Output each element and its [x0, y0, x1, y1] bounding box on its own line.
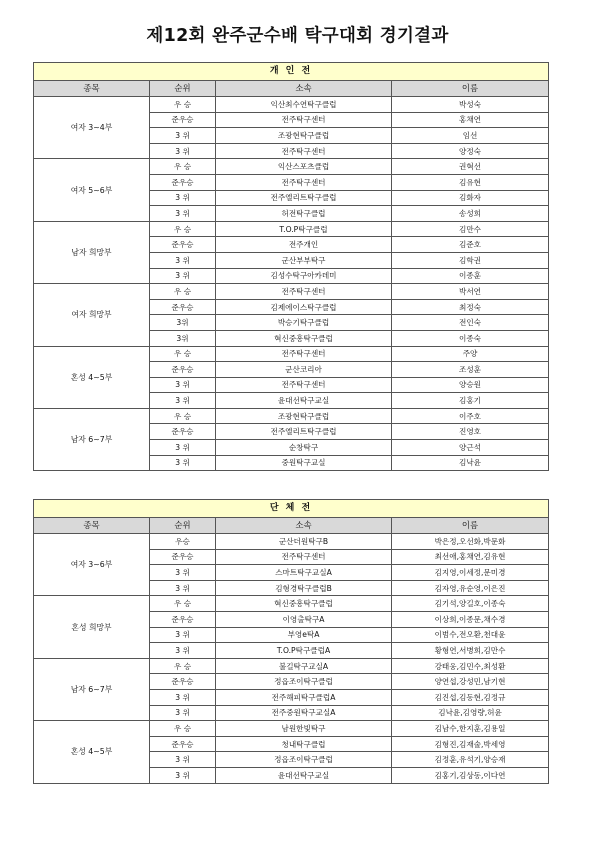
rank-cell: 3 위: [150, 689, 216, 705]
rank-cell: 우 승: [150, 346, 216, 362]
affiliation-cell: 전주중원탁구교실A: [216, 705, 392, 721]
section-heading: 단 체 전: [34, 500, 549, 518]
rank-cell: 3 위: [150, 440, 216, 456]
affiliation-cell: 전주탁구센터: [216, 143, 392, 159]
affiliation-cell: 허전탁구클럽: [216, 206, 392, 222]
affiliation-cell: 군산더원탁구B: [216, 534, 392, 550]
event-cell: 남자 6~7부: [34, 408, 150, 470]
affiliation-cell: 윤대선탁구교실: [216, 393, 392, 409]
rank-cell: 준우승: [150, 237, 216, 253]
table-row: [34, 346, 549, 362]
affiliation-cell: 남원한빛탁구: [216, 721, 392, 737]
table-row: [34, 159, 549, 175]
name-cell: 양정숙: [392, 143, 549, 159]
affiliation-cell: 익산최수연탁구클럽: [216, 97, 392, 113]
rank-cell: 준우승: [150, 174, 216, 190]
name-cell: 박은정,오선화,박문화: [392, 534, 549, 550]
rank-cell: 우 승: [150, 159, 216, 175]
rank-cell: 3 위: [150, 767, 216, 783]
affiliation-cell: 김제에이스탁구클럽: [216, 299, 392, 315]
affiliation-cell: 전주탁구센터: [216, 377, 392, 393]
column-header-name: 이름: [392, 81, 549, 97]
affiliation-cell: 혁신중흥탁구클럽: [216, 330, 392, 346]
rank-cell: 우 승: [150, 284, 216, 300]
name-cell: 최정숙: [392, 299, 549, 315]
name-cell: 박서연: [392, 284, 549, 300]
rank-cell: 3 위: [150, 393, 216, 409]
affiliation-cell: 정읍조이탁구클럽: [216, 752, 392, 768]
table-row: [34, 408, 549, 424]
name-cell: 양연섭,강성민,남기현: [392, 674, 549, 690]
rank-cell: 3 위: [150, 190, 216, 206]
name-cell: 이범수,전오환,천대윤: [392, 627, 549, 643]
affiliation-cell: 불길탁구교실A: [216, 658, 392, 674]
name-cell: 진영호: [392, 424, 549, 440]
table-row: [34, 658, 549, 674]
rank-cell: 준우승: [150, 736, 216, 752]
name-cell: 송성희: [392, 206, 549, 222]
rank-cell: 준우승: [150, 362, 216, 378]
section-heading: 개 인 전: [34, 63, 549, 81]
affiliation-cell: 정읍조이탁구클럽: [216, 674, 392, 690]
section-heading-row: [34, 63, 549, 81]
name-cell: 양승원: [392, 377, 549, 393]
rank-cell: 3위: [150, 330, 216, 346]
table-row: [34, 534, 549, 550]
column-header-event: 종목: [34, 81, 150, 97]
rank-cell: 우 승: [150, 596, 216, 612]
rank-cell: 3 위: [150, 143, 216, 159]
rank-cell: 우승: [150, 534, 216, 550]
rank-cell: 준우승: [150, 424, 216, 440]
event-cell: 남자 6~7부: [34, 658, 150, 720]
affiliation-cell: 김형경탁구클럽B: [216, 580, 392, 596]
name-cell: 김준호: [392, 237, 549, 253]
affiliation-cell: 혁신중흥탁구클럽: [216, 596, 392, 612]
affiliation-cell: 전주탁구센터: [216, 112, 392, 128]
event-cell: 여자 5~6부: [34, 159, 150, 221]
column-header-name: 이름: [392, 518, 549, 534]
name-cell: 조성훈: [392, 362, 549, 378]
name-cell: 김만수: [392, 221, 549, 237]
table-row: [34, 221, 549, 237]
affiliation-cell: 스마트탁구교실A: [216, 565, 392, 581]
affiliation-cell: 전주탁구센터: [216, 549, 392, 565]
rank-cell: 3 위: [150, 705, 216, 721]
affiliation-cell: 조광현탁구클럽: [216, 128, 392, 144]
rank-cell: 준우승: [150, 674, 216, 690]
rank-cell: 우 승: [150, 221, 216, 237]
rank-cell: 3 위: [150, 128, 216, 144]
event-cell: 혼성 4~5부: [34, 721, 150, 783]
column-header-rank: 순위: [150, 81, 216, 97]
team-results-table: [33, 499, 549, 784]
affiliation-cell: 박승기탁구클럽: [216, 315, 392, 331]
header-row: [34, 81, 549, 97]
event-cell: 여자 3~6부: [34, 534, 150, 596]
rank-cell: 준우승: [150, 299, 216, 315]
affiliation-cell: T.O.P탁구클럽A: [216, 643, 392, 659]
affiliation-cell: 전주해피탁구클럽A: [216, 689, 392, 705]
rank-cell: 3 위: [150, 455, 216, 471]
column-header-affiliation: 소속: [216, 518, 392, 534]
rank-cell: 준우승: [150, 549, 216, 565]
rank-cell: 3 위: [150, 206, 216, 222]
name-cell: 김형진,김재술,박세영: [392, 736, 549, 752]
rank-cell: 3 위: [150, 643, 216, 659]
name-cell: 김지영,이세정,문미경: [392, 565, 549, 581]
table-row: [34, 596, 549, 612]
name-cell: 전인숙: [392, 315, 549, 331]
affiliation-cell: 전주엘리트탁구클럽: [216, 190, 392, 206]
name-cell: 이주호: [392, 408, 549, 424]
affiliation-cell: 윤대선탁구교실: [216, 767, 392, 783]
affiliation-cell: 전주엘리트탁구클럽: [216, 424, 392, 440]
rank-cell: 준우승: [150, 112, 216, 128]
affiliation-cell: 순창탁구: [216, 440, 392, 456]
rank-cell: 우 승: [150, 721, 216, 737]
name-cell: 최선애,홍채연,김유현: [392, 549, 549, 565]
affiliation-cell: 전주개인: [216, 237, 392, 253]
name-cell: 김남수,한지훈,김용일: [392, 721, 549, 737]
table-row: [34, 721, 549, 737]
column-header-rank: 순위: [150, 518, 216, 534]
name-cell: 김진섭,김동현,김정규: [392, 689, 549, 705]
name-cell: 이상희,이종문,채수경: [392, 611, 549, 627]
rank-cell: 우 승: [150, 408, 216, 424]
name-cell: 양근석: [392, 440, 549, 456]
rank-cell: 3 위: [150, 627, 216, 643]
affiliation-cell: 중원탁구교실: [216, 455, 392, 471]
affiliation-cell: 군산코리아: [216, 362, 392, 378]
affiliation-cell: 김성수탁구아카데미: [216, 268, 392, 284]
affiliation-cell: 익산스포츠클럽: [216, 159, 392, 175]
name-cell: 임선: [392, 128, 549, 144]
column-header-event: 종목: [34, 518, 150, 534]
rank-cell: 3 위: [150, 252, 216, 268]
affiliation-cell: 청내탁구클럽: [216, 736, 392, 752]
rank-cell: 준우승: [150, 611, 216, 627]
affiliation-cell: 부영e탁A: [216, 627, 392, 643]
affiliation-cell: 전주탁구센터: [216, 174, 392, 190]
name-cell: 김유현: [392, 174, 549, 190]
event-cell: 여자 희망부: [34, 284, 150, 346]
name-cell: 김홍기: [392, 393, 549, 409]
affiliation-cell: 군산부부탁구: [216, 252, 392, 268]
rank-cell: 3위: [150, 315, 216, 331]
name-cell: 권혁선: [392, 159, 549, 175]
name-cell: 김화자: [392, 190, 549, 206]
column-header-affiliation: 소속: [216, 81, 392, 97]
name-cell: 이종훈: [392, 268, 549, 284]
event-cell: 남자 희망부: [34, 221, 150, 283]
rank-cell: 3 위: [150, 377, 216, 393]
name-cell: 김기석,양길호,이종숙: [392, 596, 549, 612]
page-title: 제12회 완주군수배 탁구대회 경기결과: [146, 26, 449, 46]
event-cell: 여자 3~4부: [34, 97, 150, 159]
name-cell: 박성숙: [392, 97, 549, 113]
name-cell: 홍채연: [392, 112, 549, 128]
name-cell: 주양: [392, 346, 549, 362]
table-row: [34, 284, 549, 300]
name-cell: 김학권: [392, 252, 549, 268]
individual-results-table: [33, 62, 549, 471]
affiliation-cell: 전주탁구센터: [216, 346, 392, 362]
name-cell: 김정훈,유석기,양승재: [392, 752, 549, 768]
rank-cell: 3 위: [150, 752, 216, 768]
rank-cell: 3 위: [150, 580, 216, 596]
name-cell: 이종숙: [392, 330, 549, 346]
header-row: [34, 518, 549, 534]
rank-cell: 우 승: [150, 658, 216, 674]
name-cell: 김낙윤: [392, 455, 549, 471]
rank-cell: 3 위: [150, 268, 216, 284]
section-heading-row: [34, 500, 549, 518]
name-cell: 김자영,유순영,이은진: [392, 580, 549, 596]
name-cell: 황형연,서병희,김만수: [392, 643, 549, 659]
table-row: [34, 97, 549, 113]
affiliation-cell: 조광현탁구클럽: [216, 408, 392, 424]
affiliation-cell: T.O.P탁구클럽: [216, 221, 392, 237]
event-cell: 혼성 희망부: [34, 596, 150, 658]
name-cell: 강태웅,김민수,최성환: [392, 658, 549, 674]
affiliation-cell: 이영출탁구A: [216, 611, 392, 627]
rank-cell: 3 위: [150, 565, 216, 581]
affiliation-cell: 전주탁구센터: [216, 284, 392, 300]
name-cell: 김낙윤,김영량,허윤: [392, 705, 549, 721]
name-cell: 김홍기,김상동,이다연: [392, 767, 549, 783]
rank-cell: 우 승: [150, 97, 216, 113]
event-cell: 혼성 4~5부: [34, 346, 150, 408]
